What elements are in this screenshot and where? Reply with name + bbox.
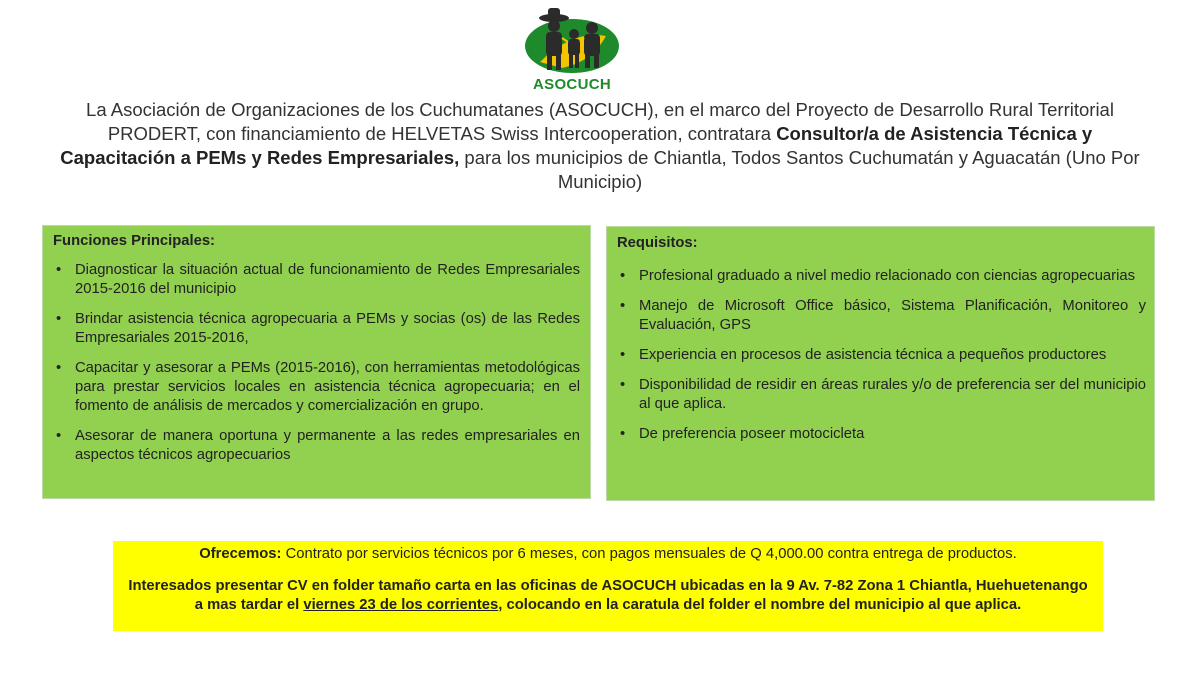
bullet-icon: • (620, 426, 626, 442)
list-item: • Capacitar y asesorar a PEMs (2015-2016), con herramientas metodológicas para prestar servicios locales en asistencia técnica agropecuaria; en el fomento de análisis de mercados y comercialización en grupo. (56, 360, 580, 414)
bullet-icon: • (56, 311, 62, 327)
intro-text-2: para los municipios de Chiantla, Todos Santos Cuchumatán y Aguacatán (Uno Por Municipio) (459, 147, 1140, 192)
intro-paragraph (60, 98, 1140, 194)
requisitos-title: Requisitos: (617, 235, 698, 251)
offer-label: Ofrecemos: (199, 546, 282, 562)
intro-text-1: La Asociación de Organizaciones de los Cuchumatanes (ASOCUCH), en el marco del Proyecto de Desarrollo Rural Territorial PRODERT, con financiamiento de HELVETAS Swiss Intercooperation, contratara (86, 99, 1114, 144)
list-item: • Brindar asistencia técnica agropecuaria a PEMs y socias (os) de las Redes Empresariales 2015-2016, (56, 311, 580, 346)
logo-text: ASOCUCH (533, 76, 611, 93)
list-item: • Manejo de Microsoft Office básico, Sistema Planificación, Monitoreo y Evaluación, GPS (620, 298, 1146, 333)
apply-paragraph (123, 577, 1093, 615)
funciones-list (53, 261, 580, 465)
bullet-icon: • (56, 262, 62, 278)
funciones-box (42, 225, 591, 499)
apply-text-1: Interesados presentar CV en folder tamaño carta en las oficinas de ASOCUCH ubicadas en la 9 Av. 7-82 Zona 1 Chiantla, Huehuetenango a mas tardar el (128, 578, 1088, 613)
offer-paragraph (123, 545, 1093, 564)
list-item: • De preferencia poseer motocicleta (620, 426, 865, 442)
list-item: • Disponibilidad de residir en áreas rurales y/o de preferencia ser del municipio al que aplica. (620, 377, 1146, 412)
intro-position-title: Consultor/a de Asistencia Técnica y Capacitación a PEMs y Redes Empresariales, (60, 123, 1093, 168)
list-item: • Asesorar de manera oportuna y permanente a las redes empresariales en aspectos técnicos agropecuarios (56, 428, 580, 463)
bullet-icon: • (56, 360, 62, 376)
offer-text: Contrato por servicios técnicos por 6 meses, con pagos mensuales de Q 4,000.00 contra entrega de productos. (281, 546, 1017, 562)
list-item: • Diagnosticar la situación actual de funcionamiento de Redes Empresariales 2015-2016 del municipio (56, 262, 580, 297)
apply-deadline: viernes 23 de los corrientes (303, 597, 499, 613)
asocuch-logo (522, 6, 622, 92)
list-item: • Profesional graduado a nivel medio relacionado con ciencias agropecuarias (620, 268, 1136, 284)
list-item: • Experiencia en procesos de asistencia técnica a pequeños productores (620, 347, 1107, 363)
bullet-icon: • (620, 268, 626, 284)
apply-text-2: , colocando en la caratula del folder el nombre del municipio al que aplica. (498, 597, 1022, 613)
logo-emblem-icon (522, 6, 622, 78)
bullet-icon: • (620, 347, 626, 363)
offer-box (113, 541, 1103, 631)
bullet-icon: • (56, 428, 62, 444)
funciones-title: Funciones Principales: (53, 233, 215, 249)
requisitos-list (617, 267, 1146, 444)
requisitos-box (606, 226, 1155, 501)
bullet-icon: • (620, 298, 626, 314)
bullet-icon: • (620, 377, 626, 393)
